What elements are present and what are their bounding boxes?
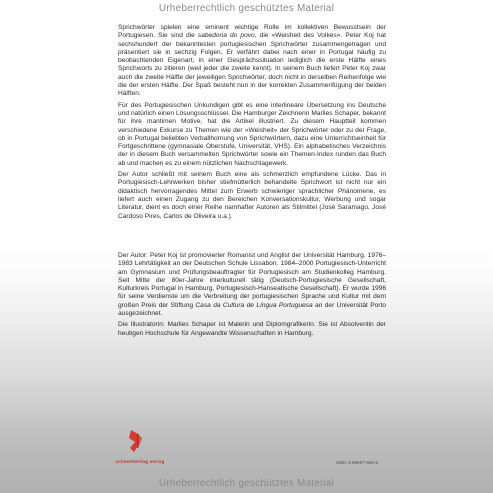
author-bio-text-b: an der Universität Porto ausgezeichnet. bbox=[118, 301, 386, 318]
illustrator-bio bbox=[118, 321, 386, 338]
blurb-text bbox=[118, 24, 386, 224]
blurb-p1-emphasis: sabedoria do povo bbox=[197, 32, 255, 40]
copyright-watermark-bottom: Urheberrechtlich geschütztes Material bbox=[158, 478, 335, 489]
author-bio-emphasis: Casa da Cultura de Língua Portuguesa bbox=[195, 301, 313, 309]
bio-text bbox=[118, 252, 386, 341]
blurb-paragraph-2 bbox=[118, 102, 386, 168]
blurb-paragraph-1 bbox=[118, 24, 386, 99]
isbn: ISBN 3-89657-655-6 bbox=[335, 460, 378, 465]
blurb-p2-text: Für des Portugiesischen Unkundigen gibt es eine interlineare Übersetzung ins Deutsche und natürlich einen Lösungsschlüssel. Die Hamburger Zeichnerin Marlies Schaper, bekannt für ihre mantimen Motive, hat die Artikel illustriert. Zu diesem Hauptteil kommen verschiedene Exkurse zu Themen wie der «Weisheit» der Sprichwörter oder zu der Frage, ob in Portugal beliebten Verballhornung von Sprichwörtern, dazu eine Unterrichtseinheit für Fortgeschrittene (gymnasiale Oberstufe, Universität, VHS). Ein alphabetisches Verzeichnis der in diesem Buch versammelten Sprichwörter sowie ein Themen-Index runden das Buch ab und machen es zu einem nützlichen Nachschlagewerk. bbox=[118, 101, 386, 167]
blurb-paragraph-3 bbox=[118, 171, 386, 221]
author-bio-text-a: Der Autor: Peter Koj ist promovierter Romanist und Anglist der Universität Hamburg. 1976–1983 Lehrtätigkeit an der Deutschen Schule Lissabon. 1984–2000 Portugiesisch-Unterricht am Gymnasium und Prüfungsbeauftragter für Portugiesisch am Studienkolleg Hamburg. Seit Mitte der 80er-Jahre interkulturell tätig (Deutsch-Portugiesische Gesellschaft, Kulturkreis Portugal in Hamburg, Portugiesisch-Hanseatische Gesellschaft). Er wurde 1996 für seine Verdienste um die Verbreitung der portugiesischen Sprache und Kultur mit dem großen Preis der Stiftung bbox=[118, 252, 386, 309]
blurb-p3-text: Der Autor schließt mit seinem Buch eine als schmerzlich empfundene Lücke. Das in Portugiesisch-Lehrwerken bisher stiefmütterlich behandelte Sprichwort ist nicht nur ein didaktisch hervorragendes Mittel zum Erwerb schwieriger sprachlicher Phänomene, es liefert auch einen Zugang zu den Bereichen Konversationskultur, Werbung und sogar Literatur, dient es doch einer Reihe namhafter Autoren als Stilmittel (José Saramago, José Cardoso Pires, Carlos de Oliveira u.a.). bbox=[118, 171, 386, 220]
butterfly-icon bbox=[127, 430, 149, 456]
blurb-p1-text-b: , die «Weisheit des Volkes». Peter Koj hat sechshundert der bekanntesten portugiesischen Sprichwörter zusammengetragen und präsentiert sie in sechzig Folgen. Er verfährt dabei nach einer in Portugal häufig zu beobachtenden Eigenart, in einer Gesprächssituation lediglich die erste Hälfte eines Sprichworts zu zitieren (weil jeder die zweite kennt). In seinem Buch liefert Peter Koj zwar auch die zweite Hälfte der jeweiligen Sprichwörter, doch nicht in derselben Reihenfolge wie die der ersten Hälfte. Der Spaß besteht nun in der korrekten Zusammenfügung der beiden Hälften. bbox=[118, 32, 386, 98]
publisher-name: schmetterling verlag bbox=[115, 459, 165, 464]
illustrator-bio-text: Die Illustratorin: Marlies Schaper ist Malerin und Diplomgrafikerin. Sie ist Absolventin der heutigen Hochschule für Angewandte Wissenschaften in Hamburg. bbox=[118, 321, 386, 337]
copyright-watermark-top: Urheberrechtlich geschütztes Material bbox=[158, 3, 335, 14]
author-bio bbox=[118, 252, 386, 318]
blurb-p1-text-a: Sprichwörter spielen eine eminent wichtige Rolle im kollektiven Bewusstsein der Portugiesen. Sie sind die bbox=[118, 24, 386, 40]
